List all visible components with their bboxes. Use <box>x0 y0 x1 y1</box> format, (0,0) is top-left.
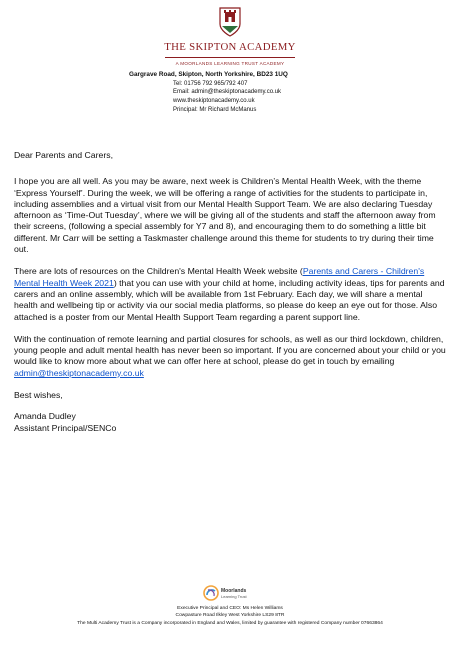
mental-health-week-link[interactable]: Parents and Carers - Children's Mental Health Week 2021 <box>14 266 425 288</box>
logo-text-2: Learning Trust <box>221 594 247 599</box>
paragraph-1: I hope you are all well. As you may be aware, next week is Children’s Mental Health Week, with the theme ‘Express Yourself’. During the week, we will be offering a range of activities for the students to participate in, including assemblies and a virtual visit from our Mental Health Support Team. We are also declaring Tuesday afternoon as ‘Time-Out Tuesday’, where we will be giving all of the students and staff the afternoon away from their screens, (following a special assembly for Y7 and 8), and encouraging them to do something a little bit different. Mr Carr will be setting a Taskmaster challenge around this theme for students to try during their time out. <box>14 176 436 255</box>
school-crest-icon <box>217 4 243 38</box>
school-telephone: Tel: 01756 792 965/792 407 <box>173 80 248 87</box>
footer-address: Cowpasture Road Ilkley West Yorkshire LS29 8TR <box>175 613 285 619</box>
signatory-title: Assistant Principal/SENCo <box>14 422 117 433</box>
school-name: THE SKIPTON ACADEMY <box>164 41 296 53</box>
closing: Best wishes, <box>14 390 63 401</box>
school-address: Gargrave Road, Skipton, North Yorkshire, BD23 1UQ <box>129 71 288 78</box>
school-principal: Principal: Mr Richard McManus <box>173 106 257 113</box>
school-email: Email: admin@theskiptonacademy.co.uk <box>173 89 282 96</box>
school-contact-block <box>129 71 429 115</box>
paragraph-3-text: With the continuation of remote learning and partial closures for schools, as well as our third lockdown, children, young people and adult mental health has never been so important. If you are concerned about your child or you would like to know more about what we can offer here at school, please do get in touch by emailing <box>14 333 446 367</box>
header-divider <box>165 57 295 58</box>
footer <box>0 605 460 627</box>
salutation: Dear Parents and Carers, <box>14 150 113 160</box>
paragraph-2-text-before: There are lots of resources on the Children's Mental Health Week website ( <box>14 266 303 277</box>
paragraph-2-text-after: ) that you can use with your child at home, including activity ideas, tips for parents and carers and an online assembly, which will be available from 1st February. Each day, we will share a mental health and wellbeing tip or activity via our social media platforms, so please do keep an eye out for those. Also attached is a poster from our Mental Health Support Team regarding a parent support line. <box>14 277 445 322</box>
paragraph-3 <box>14 334 446 379</box>
logo-text-1: Moorlands <box>221 588 247 594</box>
admin-email-link[interactable]: admin@theskiptonacademy.co.uk <box>14 367 144 378</box>
letter-body <box>14 150 446 434</box>
trust-line: A MOORLANDS LEARNING TRUST ACADEMY <box>175 61 285 66</box>
footer-company: The Multi Academy Trust is a Company incorporated in England and Wales, limited by guarantee with registered Company number 07663864 <box>77 620 383 626</box>
moorlands-trust-logo <box>203 582 263 604</box>
paragraph-2 <box>14 266 446 322</box>
school-website: www.theskiptonacademy.co.uk <box>173 98 255 105</box>
footer-ceo: Executive Principal and CEO: Ms Helen Williams <box>177 606 283 611</box>
signatory-name: Amanda Dudley <box>14 411 76 422</box>
